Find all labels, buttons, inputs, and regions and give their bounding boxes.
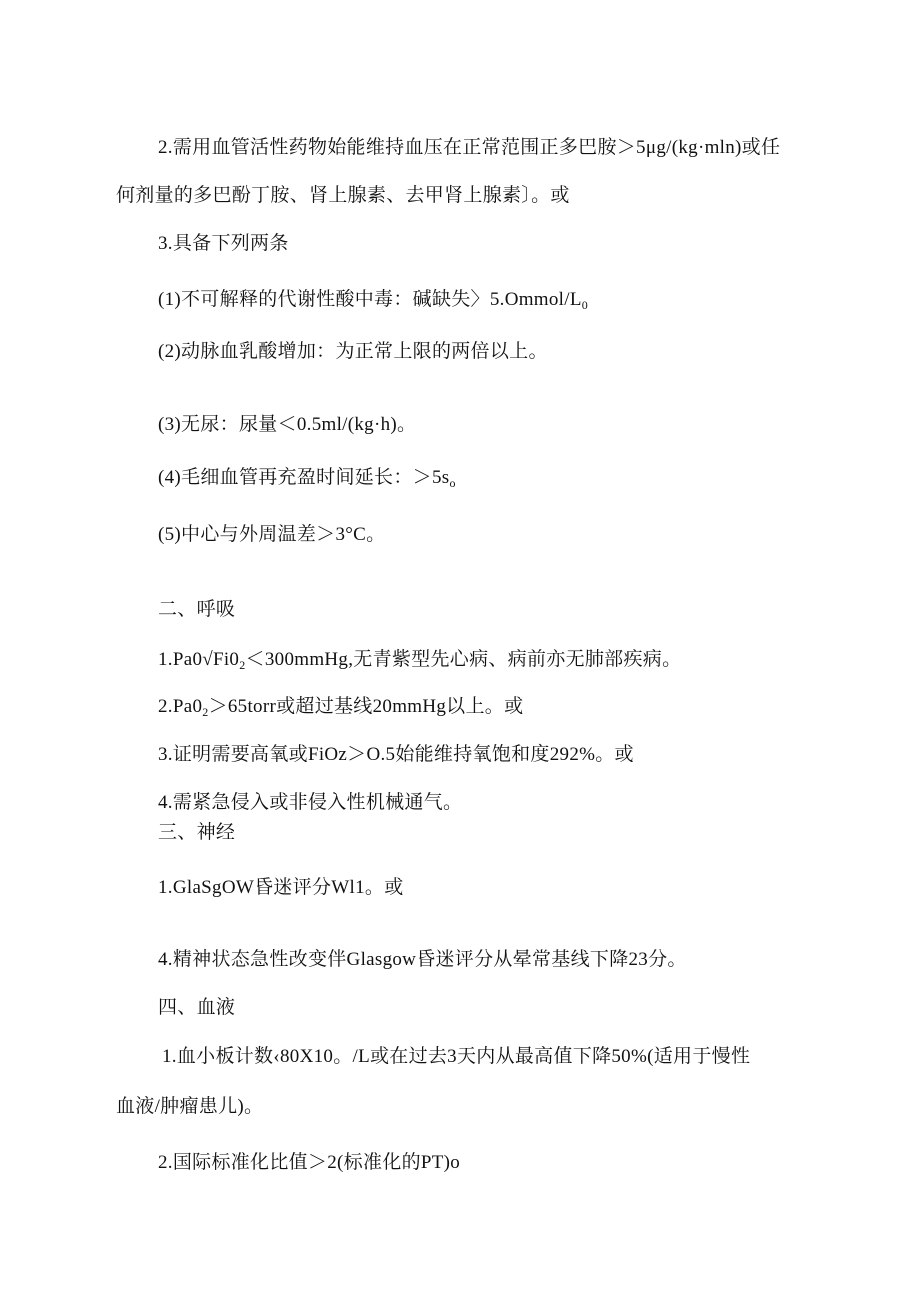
text-line: 何剂量的多巴酚丁胺、肾上腺素、去甲肾上腺素〕。或 [116,185,570,206]
text-line: (4)毛细血管再充盈时间延长：$>5s_o$ [158,467,456,490]
text-line: $1.Pa0√Fi0_2<300mmHg$,无青紫型先心病、病前亦无肺部疾病。 [158,649,682,672]
text-line: 4.精神状态急性改变伴Glasgow昏迷评分从晕常基线下降23分。 [158,949,687,970]
text-line: 1.GlaSgOW昏迷评分Wl1。或 [158,877,404,898]
text-line: 1.血小板计数‹80X10。/L或在过去3天内从最高值下降50%(适用于慢性 [162,1046,751,1067]
text-line: (5)中心与外周温差＞3°C。 [158,524,386,545]
text-line: 3.证明需要高氧或FiOz＞O.5始能维持氧饱和度292%。或 [158,744,634,765]
section-heading: 四、血液 [158,997,236,1018]
text-line: 2.国际标准化比值＞2(标准化的PT)o [158,1152,461,1173]
text-line: $2.Pa0_2>65torr$或超过基线20mmHg以上。或 [158,696,524,719]
text-line: (2)动脉血乳酸增加：为正常上限的两倍以上。 [158,341,548,362]
text-line: 4.需紧急侵入或非侵入性机械通气。 [158,792,463,813]
text-line: (1)不可解释的代谢性酸中毒：碱缺失〉$5.Ommol/L_0$ [158,289,589,312]
text-line: 2.需用血管活性药物始能维持血压在正常范围正多巴胺＞5μg/(kg·mln)或任 [158,137,781,158]
section-heading: 三、神经 [158,822,236,843]
section-heading: 二、呼吸 [158,599,236,620]
text-line: (3)无尿：尿量＜0.5ml/(kg·h)。 [158,414,417,435]
text-line: 3.具备下列两条 [158,233,289,254]
text-line: 血液/肿瘤患儿)。 [116,1096,264,1117]
